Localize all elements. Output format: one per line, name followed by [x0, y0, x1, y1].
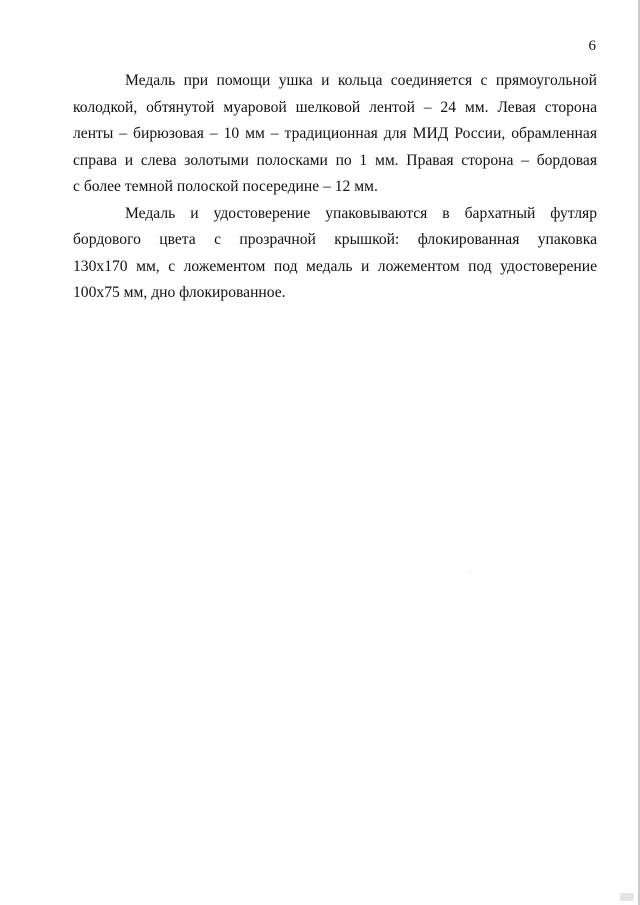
scan-speck [471, 571, 472, 572]
paragraph-line: бордового цвета с прозрачной крышкой: флокированная упаковка [73, 231, 597, 248]
paragraph-medal-ribbon [73, 68, 597, 201]
paragraph-line: ленты – бирюзовая – 10 мм – традиционная для МИД России, обрамленная [73, 125, 597, 142]
page-number: 6 [588, 38, 596, 54]
paragraph-line: Медаль и удостоверение упаковываются в бархатный футляр [125, 204, 597, 222]
paragraph-line: с более темной полоской посередине – 12 мм. [73, 178, 378, 195]
paragraph-packaging [73, 201, 597, 307]
paragraph-line: 100х75 мм, дно флокированное. [73, 284, 286, 301]
scan-corner-mark [620, 893, 634, 901]
paragraph-line: Медаль при помощи ушка и кольца соединяется с прямоугольной [125, 72, 597, 89]
paragraph-line: справа и слева золотыми полосками по 1 мм. Правая сторона – бордовая [73, 151, 597, 169]
document-body [73, 68, 597, 307]
paragraph-line: 130х170 мм, с ложементом под медаль и ложементом под удостоверение [73, 257, 597, 275]
paragraph-line: колодкой, обтянутой муаровой шелковой лентой – 24 мм. Левая сторона [73, 98, 597, 116]
